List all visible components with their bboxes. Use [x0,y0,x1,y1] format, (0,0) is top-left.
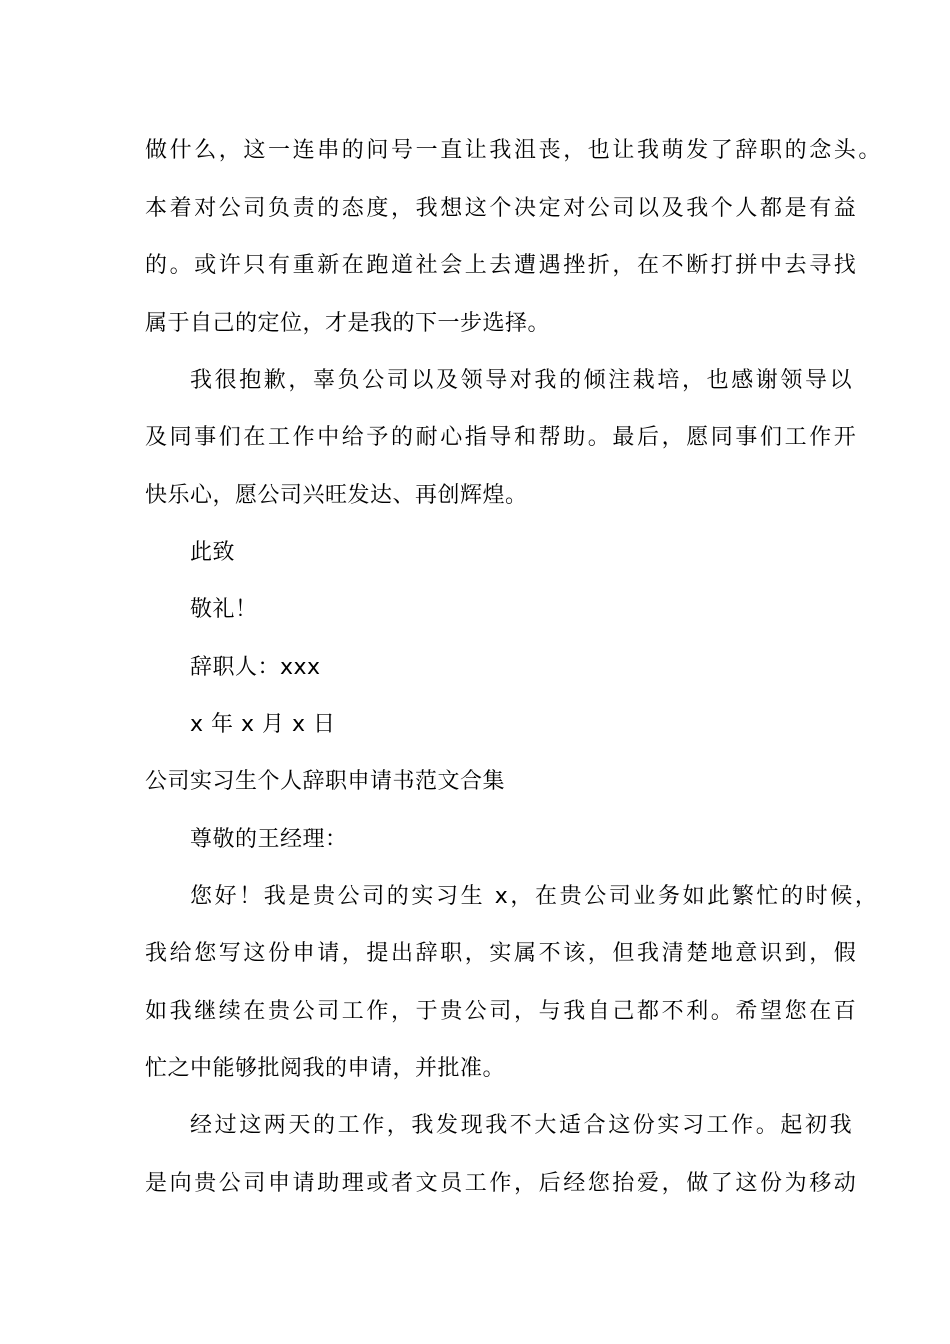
section-title: 公司实习生个人辞职申请书范文合集 [145,769,506,794]
text-line: 快乐心，愿公司兴旺发达、再创辉煌。 [145,483,528,508]
text-line: 如我继续在贵公司工作，于贵公司，与我自己都不利。希望您在百 [145,999,859,1024]
text-line: 我很抱歉，辜负公司以及领导对我的倾注栽培，也感谢领导以 [190,368,855,393]
signer-line: 辞职人：xxx [190,655,321,680]
text-line: 经过这两天的工作，我发现我不大适合这份实习工作。起初我 [190,1113,855,1138]
text-line: 做什么，这一连串的问号一直让我沮丧，也让我萌发了辞职的念头。 [145,138,884,163]
text-line: 是向贵公司申请助理或者文员工作，后经您抬爱，做了这份为移动 [145,1171,859,1196]
text-line: 我给您写这份申请，提出辞职，实属不该，但我清楚地意识到，假 [145,941,859,966]
text-line: 本着对公司负责的态度，我想这个决定对公司以及我个人都是有益 [145,196,859,221]
text-line: 的。或许只有重新在跑道社会上去遭遇挫折，在不断打拼中去寻找 [145,253,859,278]
closing-salute: 敬礼！ [190,597,258,622]
date-line: x 年 x 月 x 日 [190,712,336,737]
text-line: 忙之中能够批阅我的申请，并批准。 [145,1056,506,1081]
salutation: 尊敬的王经理： [190,827,348,852]
text-line: 您好！我是贵公司的实习生 x，在贵公司业务如此繁忙的时候， [190,884,880,909]
closing-greeting: 此致 [190,540,236,565]
text-line: 及同事们在工作中给予的耐心指导和帮助。最后，愿同事们工作开 [145,425,859,450]
text-line: 属于自己的定位，才是我的下一步选择。 [145,311,551,336]
